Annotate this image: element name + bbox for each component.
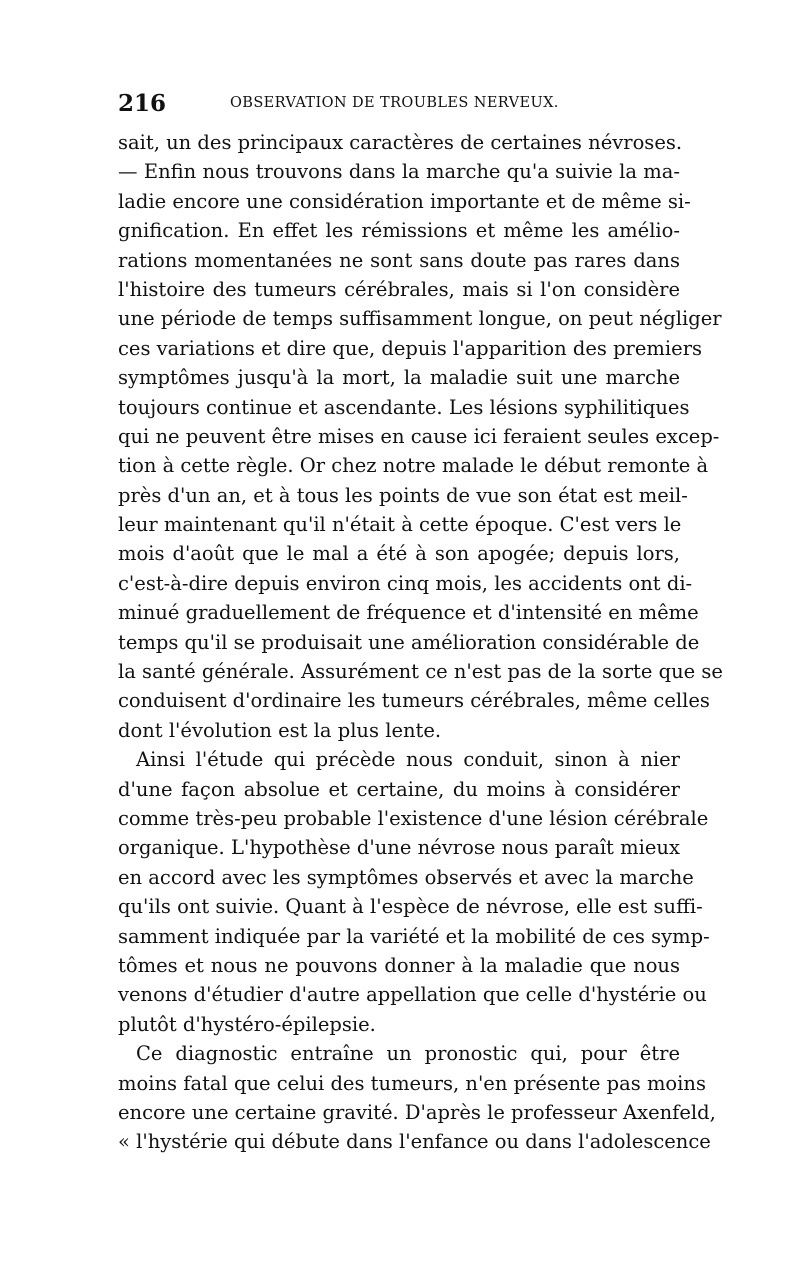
text-line: leur maintenant qu'il n'était à cette époque. C'est vers le: [118, 513, 682, 537]
paragraph: [118, 745, 710, 1039]
text-line: comme très-peu probable l'existence d'une lésion cérébrale: [118, 806, 709, 830]
text-line: mois d'août que le mal a été à son apogée; depuis lors,: [118, 542, 680, 566]
text-line: temps qu'il se produisait une amélioration considérable de: [118, 630, 700, 654]
text-line: d'une façon absolue et certaine, du moins à considérer: [118, 777, 680, 801]
text-line: c'est-à-dire depuis environ cinq mois, les accidents ont di-: [118, 571, 693, 595]
page-number: 216: [118, 90, 167, 117]
text-line: en accord avec les symptômes observés et avec la marche: [118, 865, 694, 889]
text-line: Ce diagnostic entraîne un pronostic qui, pour être: [136, 1042, 680, 1066]
text-line: l'histoire des tumeurs cérébrales, mais si l'on considère: [118, 277, 680, 301]
paragraph: [118, 128, 723, 745]
text-line: la santé générale. Assurément ce n'est pas de la sorte que se: [118, 660, 723, 684]
text-line: plutôt d'hystéro-épilepsie.: [118, 1012, 376, 1036]
text-line: tion à cette règle. Or chez notre malade le début remonte à: [118, 454, 709, 478]
paragraph: [118, 1039, 716, 1157]
text-line: ladie encore une considération importante et de même si-: [118, 189, 691, 213]
text-line: gnification. En effet les rémissions et même les amélio-: [118, 219, 680, 243]
text-line: dont l'évolution est la plus lente.: [118, 718, 442, 742]
text-line: conduisent d'ordinaire les tumeurs cérébrales, même celles: [118, 689, 710, 713]
text-line: venons d'étudier d'autre appellation que celle d'hystérie ou: [118, 983, 707, 1007]
running-title: OBSERVATION DE TROUBLES NERVEUX.: [230, 95, 559, 111]
text-line: samment indiquée par la variété et la mobilité de ces symp-: [118, 924, 710, 948]
text-line: moins fatal que celui des tumeurs, n'en présente pas moins: [118, 1071, 706, 1095]
text-line: symptômes jusqu'à la mort, la maladie suit une marche: [118, 366, 680, 390]
text-line: organique. L'hypothèse d'une névrose nous paraît mieux: [118, 836, 680, 860]
text-line: ces variations et dire que, depuis l'apparition des premiers: [118, 336, 703, 360]
text-line: sait, un des principaux caractères de certaines névroses.: [118, 131, 683, 154]
body-text: [118, 128, 723, 1157]
text-line: rations momentanées ne sont sans doute pas rares dans: [118, 248, 680, 272]
text-line: Ainsi l'étude qui précède nous conduit, sinon à nier: [136, 748, 680, 772]
text-line: une période de temps suffisamment longue, on peut négliger: [118, 307, 722, 331]
text-line: minué graduellement de fréquence et d'intensité en même: [118, 601, 699, 625]
text-line: qu'ils ont suivie. Quant à l'espèce de névrose, elle est suffi-: [118, 895, 703, 919]
text-line: toujours continue et ascendante. Les lésions syphilitiques: [118, 395, 690, 419]
page-header: [118, 90, 678, 120]
text-line: tômes et nous ne pouvons donner à la maladie que nous: [118, 953, 680, 977]
text-line: — Enfin nous trouvons dans la marche qu'a suivie la ma-: [118, 160, 680, 184]
text-line: encore une certaine gravité. D'après le professeur Axenfeld,: [118, 1100, 716, 1124]
text-line: près d'un an, et à tous les points de vue son état est meil-: [118, 483, 688, 507]
text-line: « l'hystérie qui débute dans l'enfance ou dans l'adolescence: [118, 1130, 711, 1154]
text-line: qui ne peuvent être mises en cause ici feraient seules excep-: [118, 424, 720, 448]
